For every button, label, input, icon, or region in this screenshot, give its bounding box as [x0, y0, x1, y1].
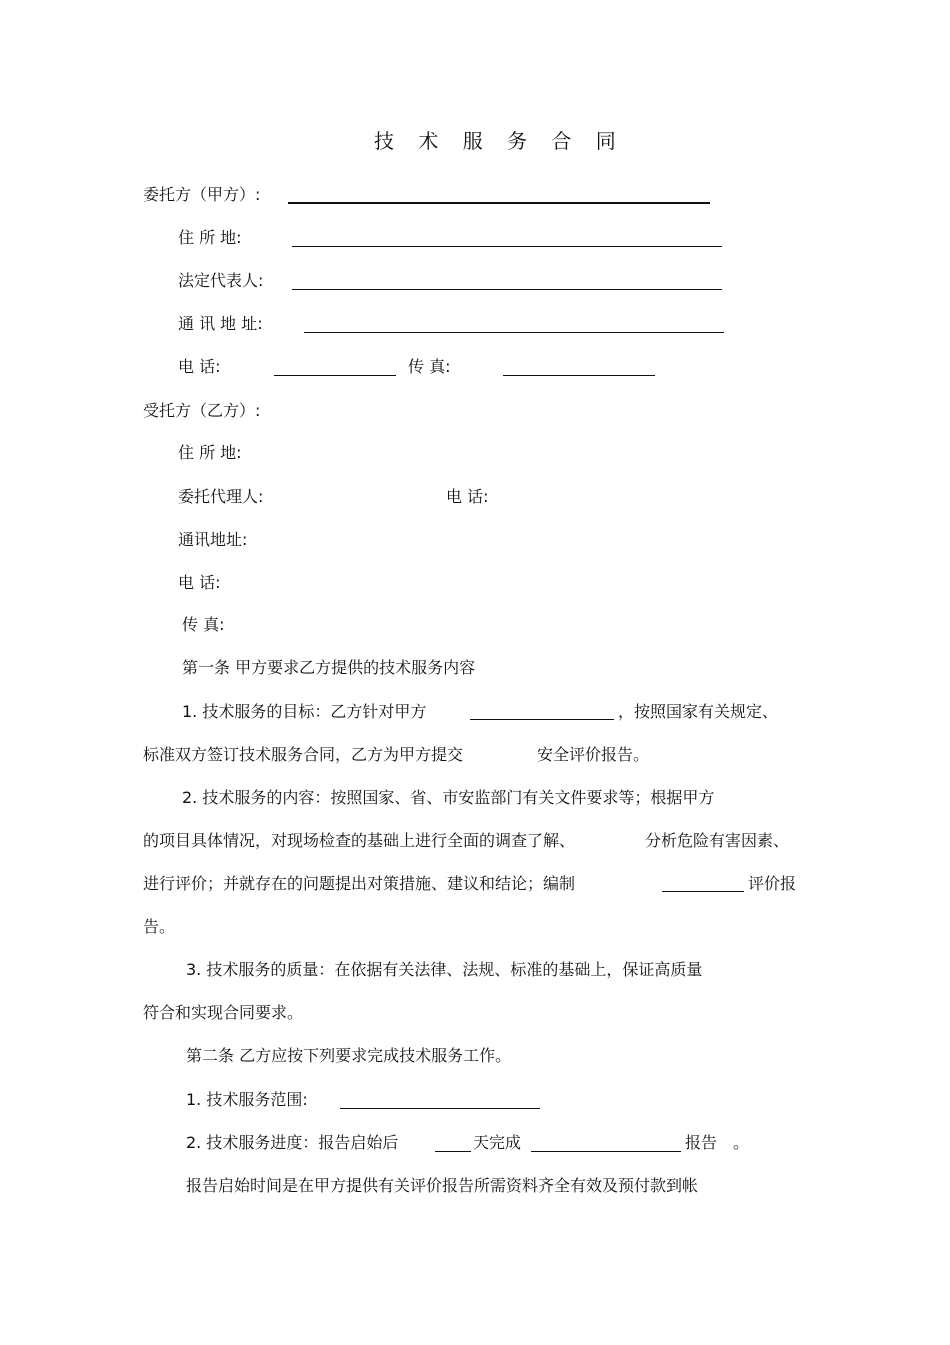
- article-1-item-2-text: 告。: [143, 917, 176, 936]
- article-1-item-1-text: 1. 技术服务的目标：乙方针对甲方: [182, 702, 427, 721]
- article-1-item-2-text: 进行评价；并就存在的问题提出对策措施、建议和结论；编制: [143, 874, 576, 893]
- party-b-agent-phone-label: 电 话:: [446, 487, 489, 506]
- party-b-fax-label: 传 真:: [182, 615, 225, 634]
- article-2-item-1-blank[interactable]: [340, 1108, 540, 1109]
- article-2-item-2-text: 2. 技术服务进度：报告启始后: [186, 1133, 399, 1152]
- party-a-phone-label: 电 话:: [178, 357, 221, 376]
- article-2-report-blank[interactable]: [531, 1151, 681, 1152]
- party-a-legal-rep-label: 法定代表人:: [178, 271, 264, 290]
- article-1-item-3-text: 3. 技术服务的质量：在依据有关法律、法规、标准的基础上，保证高质量: [186, 960, 703, 979]
- party-a-address-label: 住 所 地:: [178, 228, 242, 247]
- article-1-item-2-text: 评价报: [748, 874, 797, 893]
- party-a-mail-address-label: 通 讯 地 址:: [178, 314, 263, 333]
- article-1-item-2-text: 分析危险有害因素、: [645, 831, 790, 850]
- party-a-name-blank[interactable]: [288, 202, 710, 204]
- article-1-item-2-blank[interactable]: [662, 891, 744, 892]
- party-b-mail-address-label: 通讯地址:: [178, 530, 248, 549]
- article-2-note-text: 报告启始时间是在甲方提供有关评价报告所需资料齐全有效及预付款到帐: [186, 1176, 699, 1195]
- article-1-item-1-blank[interactable]: [470, 719, 614, 720]
- article-1-item-3-text: 符合和实现合同要求。: [143, 1003, 304, 1022]
- party-a-address-blank[interactable]: [292, 246, 722, 247]
- article-2-item-1-text: 1. 技术服务范围:: [186, 1090, 308, 1109]
- party-a-label: 委托方（甲方）:: [143, 185, 261, 204]
- article-1-heading: 第一条 甲方要求乙方提供的技术服务内容: [182, 658, 476, 677]
- party-a-fax-label: 传 真:: [408, 357, 451, 376]
- article-2-days-blank[interactable]: [435, 1151, 471, 1152]
- article-2-item-2-text: 。: [733, 1133, 750, 1152]
- party-b-address-label: 住 所 地:: [178, 443, 242, 462]
- party-a-legal-rep-blank[interactable]: [292, 289, 722, 290]
- article-2-heading: 第二条 乙方应按下列要求完成技术服务工作。: [186, 1046, 512, 1065]
- party-a-fax-blank[interactable]: [503, 375, 655, 376]
- article-1-item-2-text: 2. 技术服务的内容：按照国家、省、市安监部门有关文件要求等；根据甲方: [182, 788, 715, 807]
- party-b-agent-label: 委托代理人:: [178, 487, 264, 506]
- article-1-item-2-text: 的项目具体情况，对现场检查的基础上进行全面的调查了解、: [143, 831, 576, 850]
- party-a-mail-address-blank[interactable]: [304, 332, 724, 333]
- page-title: 技 术 服 务 合 同: [374, 129, 625, 153]
- article-2-item-2-text: 天完成: [473, 1133, 522, 1152]
- article-2-item-2-text: 报告: [685, 1133, 718, 1152]
- article-1-item-1-text: 安全评价报告。: [537, 745, 650, 764]
- article-1-item-1-text: 标准双方签订技术服务合同，乙方为甲方提交: [143, 745, 464, 764]
- article-1-item-1-text: ，按照国家有关规定、: [618, 702, 779, 721]
- party-a-phone-blank[interactable]: [274, 375, 396, 376]
- party-b-label: 受托方（乙方）:: [143, 401, 261, 420]
- party-b-phone-label: 电 话:: [178, 573, 221, 592]
